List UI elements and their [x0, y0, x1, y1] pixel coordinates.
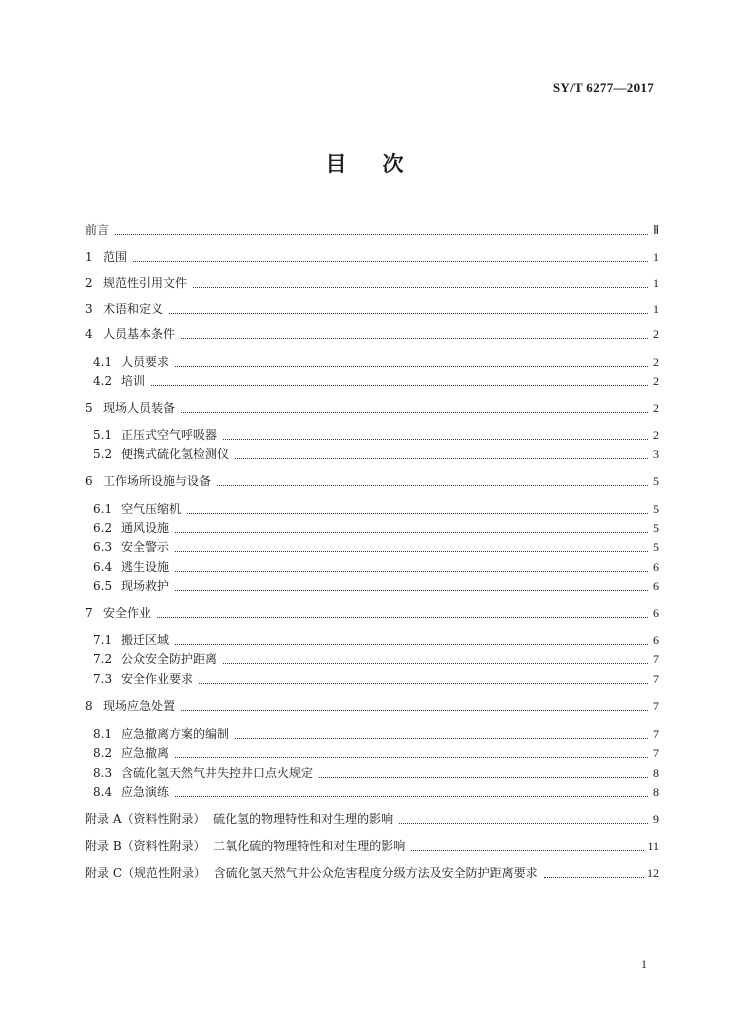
toc-entry-page: 5	[653, 474, 659, 488]
toc-entry-number: 6.3	[93, 540, 113, 554]
toc-entry[interactable]	[85, 651, 659, 667]
toc-entry-page: 5	[653, 540, 659, 554]
toc-leader-dots	[175, 531, 648, 533]
toc-leader-dots	[217, 484, 648, 486]
toc-entry-number: 2	[85, 276, 93, 290]
toc-entry[interactable]	[85, 578, 659, 594]
toc-entry[interactable]	[85, 501, 659, 517]
toc-leader-dots	[175, 365, 648, 367]
toc-entry-label: 人员基本条件	[103, 327, 176, 341]
toc-leader-dots	[169, 312, 648, 314]
toc-entry-label: 应急撤离	[121, 746, 170, 760]
toc-entry-page: 7	[653, 652, 659, 666]
toc-entry[interactable]	[85, 605, 659, 621]
toc-entry[interactable]	[85, 520, 659, 536]
toc-entry-page: 2	[653, 401, 659, 415]
toc-entry[interactable]	[85, 726, 659, 742]
toc-entry-number: 5.2	[93, 447, 113, 461]
toc-leader-dots	[187, 512, 648, 514]
toc-leader-dots	[319, 776, 648, 778]
toc-entry-number: 8	[85, 699, 93, 713]
toc-entry[interactable]	[85, 698, 659, 714]
toc-leader-dots	[223, 438, 648, 440]
toc-leader-dots	[223, 662, 648, 664]
toc-leader-dots	[175, 756, 648, 758]
toc-leader-dots	[151, 384, 648, 386]
toc-entry-label: 前言	[85, 223, 110, 237]
page-title	[0, 148, 729, 178]
toc-entry-number: 6.1	[93, 502, 113, 516]
toc-entry-page: 8	[653, 766, 659, 780]
toc-entry-label: 逃生设施	[121, 560, 170, 574]
toc-entry-label: 正压式空气呼吸器	[121, 428, 218, 442]
toc-entry-label: 现场应急处置	[103, 699, 176, 713]
toc-entry-label: 现场救护	[121, 579, 170, 593]
toc-entry-label: 通风设施	[121, 521, 170, 535]
toc-entry-page: 7	[653, 746, 659, 760]
toc-entry-page: 6	[653, 633, 659, 647]
toc-entry-page: 7	[653, 699, 659, 713]
toc-entry[interactable]	[85, 373, 659, 389]
title-char-2: 次	[382, 152, 404, 176]
toc-entry-label: 安全作业要求	[121, 672, 194, 686]
toc-entry-number: 6.5	[93, 579, 113, 593]
toc-entry-label: 便携式硫化氢检测仪	[121, 447, 230, 461]
toc-entry[interactable]	[85, 301, 659, 317]
toc-entry[interactable]	[85, 539, 659, 555]
toc-entry-number: 7	[85, 606, 93, 620]
page-number: 1	[641, 957, 647, 971]
toc-entry-number: 7.1	[93, 633, 113, 647]
toc-entry[interactable]	[85, 811, 659, 827]
toc-entry[interactable]	[85, 326, 659, 342]
toc-entry[interactable]	[85, 838, 659, 854]
toc-entry-number: 8.1	[93, 727, 113, 741]
toc-entry-page: 6	[653, 560, 659, 574]
toc-leader-dots	[181, 337, 648, 339]
toc-entry[interactable]	[85, 400, 659, 416]
toc-leader-dots	[115, 233, 648, 235]
toc-entry-label: 附录 A（资料性附录） 硫化氢的物理特性和对生理的影响	[85, 812, 394, 826]
toc-entry-page: 3	[653, 447, 659, 461]
toc-leader-dots	[199, 682, 648, 684]
toc-entry-label: 培训	[121, 374, 146, 388]
toc-entry-page: 7	[653, 672, 659, 686]
toc-entry-number: 5	[85, 401, 93, 415]
toc-entry-number: 6.2	[93, 521, 113, 535]
title-char-1: 目	[325, 152, 347, 176]
toc-entry-label: 应急演练	[121, 785, 170, 799]
toc-entry-label: 含硫化氢天然气井失控井口点火规定	[121, 766, 314, 780]
toc-entry-number: 8.2	[93, 746, 113, 760]
toc-leader-dots	[133, 260, 648, 262]
toc-entry-number: 7.2	[93, 652, 113, 666]
toc-entry[interactable]	[85, 559, 659, 575]
toc-leader-dots	[157, 616, 648, 618]
toc-leader-dots	[175, 570, 648, 572]
standard-code: SY/T 6277—2017	[552, 80, 654, 95]
toc-entry-number: 6.4	[93, 560, 113, 574]
toc-entry-page: 6	[653, 579, 659, 593]
toc-entry[interactable]	[85, 745, 659, 761]
toc-entry-number: 8.3	[93, 766, 113, 780]
toc-entry-label: 范围	[103, 250, 128, 264]
toc-entry[interactable]	[85, 784, 659, 800]
toc-entry-page: Ⅱ	[653, 223, 659, 237]
toc-leader-dots	[399, 822, 648, 824]
toc-entry-page: 1	[653, 302, 659, 316]
toc-entry-page: 2	[653, 428, 659, 442]
toc-entry[interactable]	[85, 671, 659, 687]
toc-entry[interactable]	[85, 427, 659, 443]
toc-entry-page: 6	[653, 606, 659, 620]
toc-entry-label: 公众安全防护距离	[121, 652, 218, 666]
toc-entry-label: 搬迁区域	[121, 633, 170, 647]
toc-leader-dots	[175, 643, 648, 645]
toc-leader-dots	[235, 737, 648, 739]
toc-entry[interactable]	[85, 354, 659, 370]
toc-entry[interactable]	[85, 632, 659, 648]
toc-entry-number: 4	[85, 327, 93, 341]
toc-entry-page: 8	[653, 785, 659, 799]
toc-entry-page: 5	[653, 521, 659, 535]
toc-entry-label: 空气压缩机	[121, 502, 182, 516]
toc-leader-dots	[175, 550, 648, 552]
toc-leader-dots	[235, 457, 648, 459]
toc-entry-number: 4.1	[93, 355, 113, 369]
toc-entry[interactable]	[85, 222, 659, 238]
toc-entry[interactable]	[85, 473, 659, 489]
toc-entry-page: 9	[653, 812, 659, 826]
toc-entry-number: 6	[85, 474, 93, 488]
toc-leader-dots	[175, 795, 648, 797]
toc-entry-label: 工作场所设施与设备	[103, 474, 212, 488]
toc-entry-page: 2	[653, 355, 659, 369]
toc-entry-label: 人员要求	[121, 355, 170, 369]
toc-entry-page: 5	[653, 502, 659, 516]
toc-entry[interactable]	[85, 446, 659, 462]
toc-entry-label: 现场人员装备	[103, 401, 176, 415]
toc-leader-dots	[544, 876, 644, 878]
toc-entry-label: 安全作业	[103, 606, 152, 620]
toc-entry-label: 附录 C（规范性附录） 含硫化氢天然气井公众危害程度分级方法及安全防护距离要求	[85, 866, 538, 880]
toc-entry[interactable]	[85, 765, 659, 781]
toc-entry-page: 12	[647, 866, 659, 880]
toc-entry-label: 应急撤离方案的编制	[121, 727, 230, 741]
toc-leader-dots	[181, 709, 648, 711]
toc-entry-page: 1	[653, 276, 659, 290]
toc-entry-page: 11	[647, 839, 659, 853]
toc-entry[interactable]	[85, 249, 659, 265]
toc-leader-dots	[411, 849, 644, 851]
toc-entry-label: 规范性引用文件	[103, 276, 188, 290]
toc-entry-number: 8.4	[93, 785, 113, 799]
toc-entry-number: 7.3	[93, 672, 113, 686]
toc-leader-dots	[175, 589, 648, 591]
toc-entry-number: 1	[85, 250, 93, 264]
toc-entry-label: 术语和定义	[103, 302, 164, 316]
toc-entry-page: 7	[653, 727, 659, 741]
toc-entry-number: 4.2	[93, 374, 113, 388]
toc-entry[interactable]	[85, 275, 659, 291]
toc-leader-dots	[181, 411, 648, 413]
toc-entry-label: 附录 B（资料性附录） 二氧化硫的物理特性和对生理的影响	[85, 839, 406, 853]
toc-entry-page: 1	[653, 250, 659, 264]
toc-entry-page: 2	[653, 374, 659, 388]
toc-entry-page: 2	[653, 327, 659, 341]
toc-entry[interactable]	[85, 865, 659, 881]
toc-entry-number: 3	[85, 302, 93, 316]
toc-entry-number: 5.1	[93, 428, 113, 442]
toc-leader-dots	[193, 286, 648, 288]
toc-entry-label: 安全警示	[121, 540, 170, 554]
